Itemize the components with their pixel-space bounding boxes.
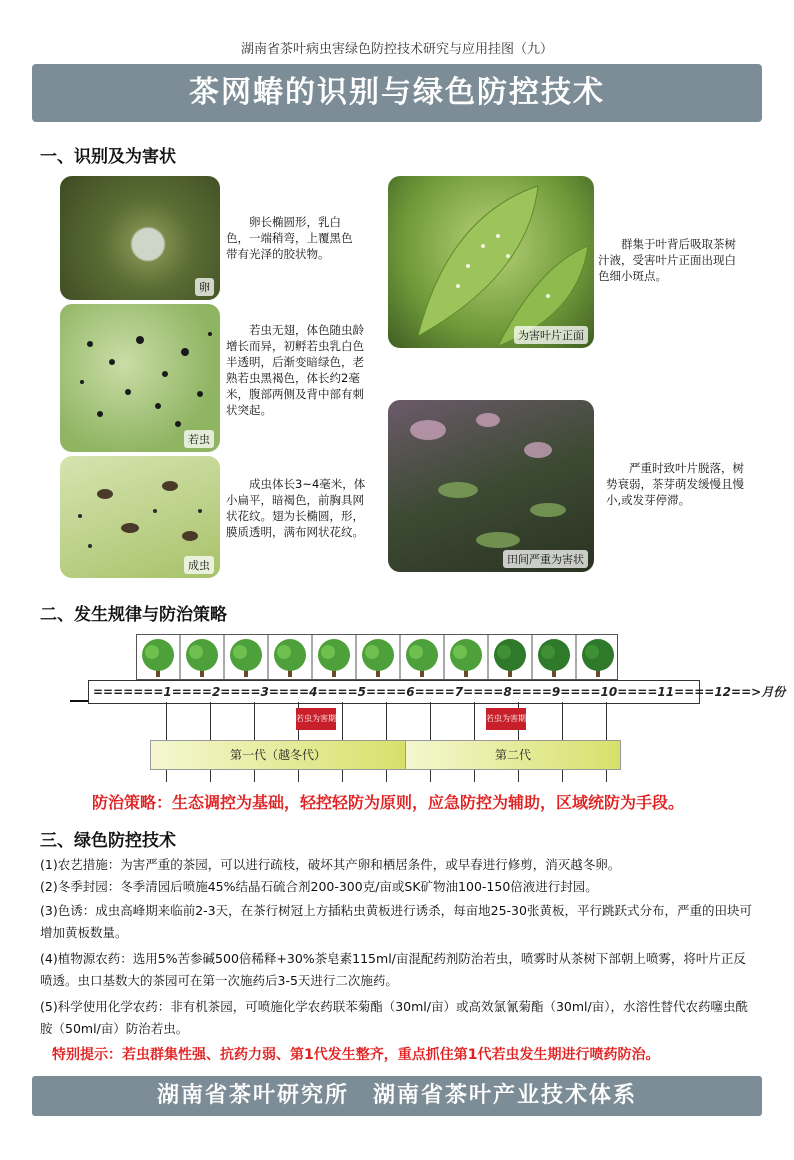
measure-item: (2)冬季封园：冬季清园后喷施45%结晶石硫合剂200-300克/亩或SK矿物油100-150倍液进行封园。	[40, 879, 598, 894]
measure-item: (3)色诱：成虫高峰期来临前2-3天，在茶行树冠上方插粘虫黄板进行诱杀，每亩地25-30张黄板，平行跳跃式分布，严重的田块可增加黄板数量。	[40, 903, 752, 940]
nymph-caption: 若虫	[184, 430, 214, 448]
month-timeline	[88, 680, 786, 704]
measure-item: (1)农艺措施：为害严重的茶园，可以进行疏枝，破坏其产卵和栖居条件，或早春进行修剪，消灭越冬卵。	[40, 857, 621, 872]
field-damage-caption: 田间严重为害状	[503, 550, 588, 568]
month-timeline-text: =======1====2====3====4====5====6====7====8====9====10====11====12==>月份	[93, 685, 786, 699]
adult-photo	[60, 456, 220, 578]
section-3-title: 三、绿色防控技术	[40, 831, 176, 851]
footer-organizations: 湖南省茶叶研究所 湖南省茶叶产业技术体系	[32, 1076, 762, 1116]
field-damage-photo	[388, 400, 594, 572]
leaf-graphic	[388, 176, 594, 348]
leaf-damage-photo	[388, 176, 594, 348]
series-title: 湖南省茶叶病虫害绿色防控技术研究与应用挂图（九）	[240, 42, 553, 57]
tree-row-graphic	[137, 635, 617, 679]
adult-caption: 成虫	[184, 556, 214, 574]
tree-row	[136, 634, 618, 680]
adult-description: 成虫体长3~4毫米，体小扁平，暗褐色，前胸具网状花纹。翅为长椭圆，形，膜质透明，满布网状花纹。	[226, 477, 366, 539]
nymph-description: 若虫无翅，体色随虫龄增长而异，初孵若虫乳白色半透明，后渐变暗绿色，老熟若虫黑褐色，体长约2毫米，腹部两侧及背中部有刺状突起。	[226, 323, 364, 417]
measure-item: (5)科学使用化学农药：非有机茶园，可喷施化学农药联苯菊酯（30ml/亩）或高效氯氰菊酯（30ml/亩），水溶性替代农药噻虫酰胺（50ml/亩）防治若虫。	[40, 999, 748, 1036]
control-strategy: 防治策略：生态调控为基础，轻控轻防为原则，应急防控为辅助，区域统防为手段。	[92, 793, 685, 812]
generation-2-bar: 第二代	[405, 740, 621, 770]
special-tip: 特别提示：若虫群集性强、抗药力弱、第1代发生整齐，重点抓住第1代若虫发生期进行喷药防治。	[52, 1047, 660, 1063]
measure-item: (4)植物源农药：选用5%苦参碱500倍稀释+30%茶皂素115ml/亩混配药剂防治若虫，喷雾时从茶树下部朝上喷雾，将叶片正反喷透。虫口基数大的茶园可在第一次施药后3-5天进行二次施药。	[40, 951, 746, 988]
egg-caption: 卵	[195, 278, 214, 296]
leaf-damage-caption: 为害叶片正面	[514, 326, 588, 344]
field-damage-description: 严重时致叶片脱落，树势衰弱，茶芽萌发缓慢且慢小,或发芽停滞。	[606, 461, 744, 507]
generation-1-bar: 第一代（越冬代）	[150, 740, 406, 770]
egg-photo	[60, 176, 220, 300]
egg-description: 卵长椭圆形，乳白色，一端稍弯，上覆黑色带有光泽的胶状物。	[226, 215, 353, 261]
field-graphic	[388, 400, 594, 572]
section-2-title: 二、发生规律与防治策略	[40, 605, 227, 625]
nymph-peak-marker-1: 若虫为害期	[296, 708, 336, 730]
section-1-title: 一、识别及为害状	[40, 147, 176, 167]
page-title: 茶网蝽的识别与绿色防控技术	[32, 64, 762, 122]
nymph-peak-marker-2: 若虫为害期	[486, 708, 526, 730]
nymph-photo	[60, 304, 220, 452]
leaf-damage-description: 群集于叶背后吸取茶树汁液，受害叶片正面出现白色细小斑点。	[598, 237, 736, 283]
